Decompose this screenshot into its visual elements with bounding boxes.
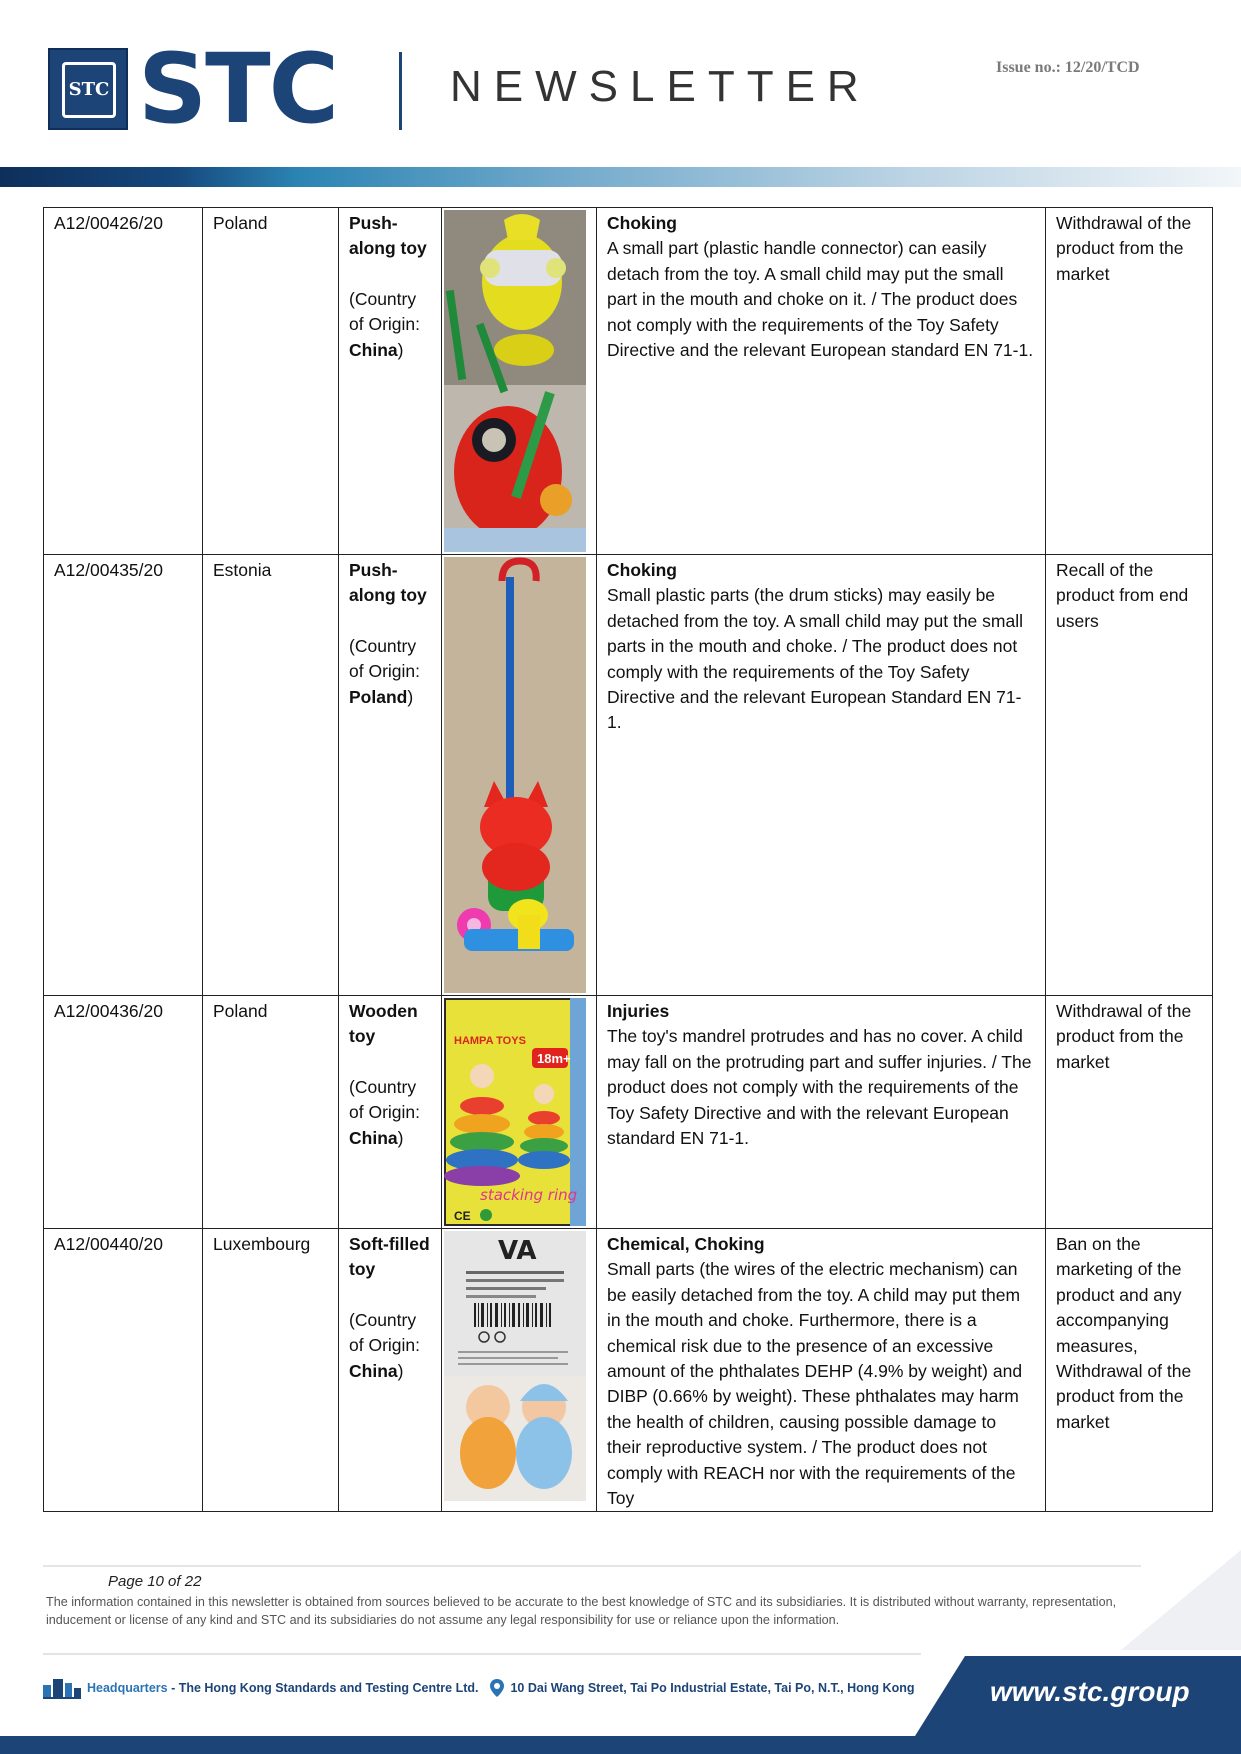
product-cell	[339, 555, 442, 996]
notifying-country: Luxembourg	[203, 1229, 339, 1512]
reference-number: A12/00435/20	[44, 555, 203, 996]
country-of-origin: (Country of Origin: China)	[349, 288, 420, 360]
product-image-cell	[442, 208, 597, 555]
reference-number: A12/00440/20	[44, 1229, 203, 1512]
country-of-origin: (Country of Origin: China)	[349, 1076, 420, 1148]
product-image-cell	[442, 1229, 597, 1512]
reference-number: A12/00426/20	[44, 208, 203, 555]
notifying-country: Poland	[203, 996, 339, 1229]
issue-number: Issue no.: 12/20/TCD	[996, 59, 1140, 76]
hq-name: - The Hong Kong Standards and Testing Centre Ltd.	[167, 1681, 479, 1695]
reference-number: A12/00436/20	[44, 996, 203, 1229]
risk-type: Choking	[607, 560, 677, 580]
risk-description: Small parts (the wires of the electric mechanism) can be easily detached from the toy. A child may put them in the mouth and choke. Furthermore, there is a chemical risk due to the presence of an excessive amount of the phthalates DEHP (4.9% by weight) and DIBP (0.66% by weight). These phthalates may harm the health of children, causing possible damage to their reproductive system. / The product does not comply with REACH nor with the requirements of the Toy	[607, 1259, 1023, 1509]
table-row	[44, 996, 1213, 1229]
product-name: Push-along toy	[349, 560, 427, 606]
risk-cell	[597, 555, 1046, 996]
product-name: Wooden toy	[349, 1001, 418, 1047]
risk-description: The toy's mandrel protrudes and has no cover. A child may fall on the protruding part and suffer injuries. / The product does not comply with the requirements of the Toy Safety Directive and with the relevant European standard EN 71-1.	[607, 1026, 1032, 1149]
notifying-country: Poland	[203, 208, 339, 555]
svg-text:18m+: 18m+	[537, 1051, 571, 1066]
product-cell	[339, 996, 442, 1229]
measures-taken: Withdrawal of the product from the market	[1046, 208, 1213, 555]
measures-taken: Recall of the product from end users	[1046, 555, 1213, 996]
website-link[interactable]: www.stc.group	[990, 1676, 1190, 1707]
soft-toy-label-and-dolls-photo	[444, 1231, 586, 1501]
product-image-cell	[442, 555, 597, 996]
risk-description: Small plastic parts (the drum sticks) may easily be detached from the toy. A small child may put the small parts in the mouth and choke. / The product does not comply with the requirements of the Toy Safety Directive and the relevant European Standard EN 71-1.	[607, 585, 1023, 733]
product-image-cell	[442, 996, 597, 1229]
risk-type: Choking	[607, 213, 677, 233]
push-along-toy-photo	[444, 210, 586, 552]
page-number: Page 10 of 22	[108, 1573, 202, 1590]
location-pin-icon	[490, 1679, 504, 1697]
footer-divider	[43, 1565, 1141, 1567]
hq-address: 10 Dai Wang Street, Tai Po Industrial Estate, Tai Po, N.T., Hong Kong	[510, 1681, 915, 1695]
risk-type: Chemical, Choking	[607, 1234, 765, 1254]
product-cell	[339, 208, 442, 555]
header-banner	[0, 167, 1241, 187]
hq-label: Headquarters	[87, 1681, 168, 1695]
risk-description: A small part (plastic handle connector) can easily detach from the toy. A small child may put the small part in the mouth and choke on it. / The product does not comply with the requirements of the Toy Safety Directive and the relevant European standard EN 71-1.	[607, 238, 1034, 361]
svg-text:CE: CE	[454, 1209, 471, 1223]
logo-monogram: STC	[68, 79, 110, 100]
risk-type: Injuries	[607, 1001, 670, 1021]
risk-cell	[597, 996, 1046, 1229]
logo-wordmark: STC	[138, 33, 338, 145]
notifying-country: Estonia	[203, 555, 339, 996]
disclaimer: The information contained in this newsletter is obtained from sources believed to be accurate to the best knowledge of STC and its subsidiaries. It is distributed without warranty, representation, inducement or license of any kind and STC and its subsidiaries do not assume any legal responsibility for use or reliance upon the information.	[46, 1595, 1117, 1627]
newsletter-title: NEWSLETTER	[450, 62, 871, 111]
product-name: Soft-filled toy	[349, 1234, 430, 1280]
footer-band	[0, 1736, 1241, 1754]
svg-text:stacking ring: stacking ring	[480, 1186, 578, 1204]
table-row	[44, 1229, 1213, 1512]
headquarters-info	[43, 1677, 914, 1701]
cat-push-toy-photo	[444, 557, 586, 993]
svg-text:VA: VA	[498, 1236, 537, 1266]
risk-cell	[597, 1229, 1046, 1512]
table-row	[44, 555, 1213, 996]
footer-divider-2	[43, 1653, 921, 1655]
measures-taken: Withdrawal of the product from the market	[1046, 996, 1213, 1229]
logo-emblem	[48, 48, 128, 130]
product-name: Push-along toy	[349, 213, 427, 259]
building-icon	[43, 1677, 81, 1699]
risk-cell	[597, 208, 1046, 555]
table-row	[44, 208, 1213, 555]
stc-logo	[48, 33, 348, 145]
header-divider	[399, 52, 402, 130]
stacking-ring-package-photo	[444, 998, 586, 1226]
country-of-origin: (Country of Origin: Poland)	[349, 635, 420, 707]
product-cell	[339, 1229, 442, 1512]
svg-text:HAMPA TOYS: HAMPA TOYS	[454, 1035, 526, 1047]
recall-table	[43, 207, 1213, 1512]
country-of-origin: (Country of Origin: China)	[349, 1309, 420, 1381]
measures-taken: Ban on the marketing of the product and any accompanying measures, Withdrawal of the product from the market	[1046, 1229, 1213, 1512]
